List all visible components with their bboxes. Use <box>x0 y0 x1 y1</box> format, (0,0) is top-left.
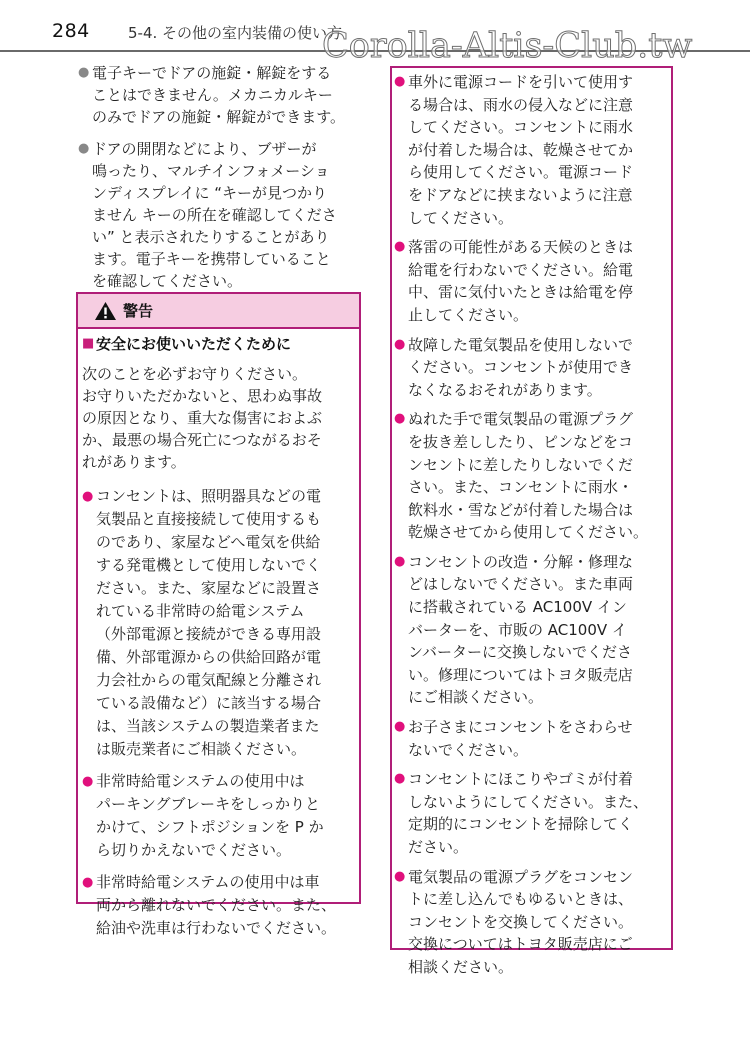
bullet-marker: ● <box>394 74 406 89</box>
bullet-marker: ● <box>394 411 406 427</box>
warning-bullet <box>394 866 671 979</box>
page-header <box>0 0 750 66</box>
warning-body <box>78 329 359 940</box>
page-number: 284 <box>52 20 90 42</box>
section-title: 5-4. その他の室内装備の使い方 <box>128 24 343 42</box>
bullet-marker: ● <box>394 719 406 735</box>
warning-bullet <box>394 551 671 709</box>
square-marker: ■ <box>82 336 95 351</box>
bullet-text: 非常時給電システムの使用中は パーキングブレーキをしっかりと かけて、シフトポジションを P か ら切りかえないでください。 <box>96 772 324 859</box>
bullet-text: コンセントの改造・分解・修理な どはしないでください。また車両 に搭載されている AC100V イン バーターを、市販の AC100V イ ンバーターに交換しないでくださ い。修理についてはトヨタ販売店 にご相談ください。 <box>408 552 634 707</box>
warning-bullet <box>394 71 671 229</box>
bullet-marker: ● <box>82 875 94 890</box>
warning-continued-box <box>390 66 673 976</box>
warning-bullet <box>394 768 671 858</box>
warning-label: 警告 <box>123 302 154 320</box>
note-item <box>78 62 368 128</box>
bullet-text: コンセントは、照明器具などの電 気製品と直接接続して使用するも のであり、家屋などへ電気を供給 する発電機として使用しないでく ださい。また、家屋などに設置さ れている非常時の給電システム （外部電源と接続ができる専用設 備、外部電源からの供給回路が電 力会社からの電気配線と分離され ている設備など）に該当する場合 は、当該システムの製造業者また は販売業者にご相談ください。 <box>96 487 322 758</box>
warning-box <box>76 292 361 937</box>
warning-bullet <box>394 236 671 326</box>
warning-intro: 次のことを必ずお守りください。 お守りいただかないと、思わぬ事故 の原因となり、重大な傷害におよぶ か、最悪の場合死亡につながるおそ れがあります。 <box>82 365 323 471</box>
bullet-marker: ● <box>394 239 406 255</box>
warning-bullet <box>394 716 671 761</box>
bullet-marker: ● <box>82 774 94 789</box>
bullet-text: 電気製品の電源プラグをコンセン トに差し込んでもゆるいときは、 コンセントを交換してください。 交換についてはトヨタ販売店にご 相談ください。 <box>408 867 634 976</box>
bullet-marker: ● <box>78 141 90 156</box>
warning-bullet <box>82 770 355 862</box>
warning-subheading <box>82 333 355 355</box>
bullet-text: お子さまにコンセントをさわらせ ないでください。 <box>408 718 633 759</box>
subheading-text: 安全にお使いいただくために <box>96 335 292 353</box>
bullet-marker: ● <box>394 771 406 787</box>
bullet-text: 車外に電源コードを引いて使用す る場合は、雨水の侵入などに注意 してください。コンセントに雨水 が付着した場合は、乾燥させてか ら使用してください。電源コード をドアなどに挟まないように注意 してください。 <box>408 73 634 227</box>
bullet-marker: ● <box>82 489 94 504</box>
bullet-marker: ● <box>394 553 406 569</box>
notes-column <box>78 62 368 302</box>
watermark-text: Corolla-Altis-Club.tw <box>322 26 693 66</box>
bullet-marker: ● <box>394 868 406 884</box>
warning-header <box>78 294 359 329</box>
note-text: ドアの開閉などにより、ブザーが 鳴ったり、マルチインフォメーショ ンディスプレイに “キーが見つかり ません キーの所在を確認してくださ い” と表示されたりすることがあり ます。電子キーを携帯していること を確認してください。 <box>92 140 337 290</box>
bullet-text: コンセントにほこりやゴミが付着 しないようにしてください。また、 定期的にコンセントを掃除してく ださい。 <box>408 770 649 856</box>
bullet-text: 非常時給電システムの使用中は車 両から離れないでください。また、 給油や洗車は行わないでください。 <box>96 873 337 937</box>
warning-bullet <box>394 334 671 402</box>
bullet-marker: ● <box>394 336 406 352</box>
warning-bullet <box>394 408 671 544</box>
note-text: 電子キーでドアの施錠・解錠をする ことはできません。メカニカルキー のみでドアの施錠・解錠ができます。 <box>92 64 346 126</box>
warning-bullet <box>82 871 355 940</box>
note-item <box>78 138 368 292</box>
bullet-marker: ● <box>78 65 90 80</box>
bullet-text: ぬれた手で電気製品の電源プラグ を抜き差ししたり、ピンなどをコ ンセントに差したりしないでくだ さい。また、コンセントに雨水・ 飲料水・雪などが付着した場合は 乾燥させてから使用してください。 <box>408 410 649 542</box>
bullet-text: 落雷の可能性がある天候のときは 給電を行わないでください。給電 中、雷に気付いたときは給電を停 止してください。 <box>408 238 634 324</box>
bullet-text: 故障した電気製品を使用しないで ください。コンセントが使用でき なくなるおそれがあります。 <box>408 335 634 399</box>
warning-bullet <box>82 485 355 761</box>
warning-triangle-icon <box>94 301 117 321</box>
